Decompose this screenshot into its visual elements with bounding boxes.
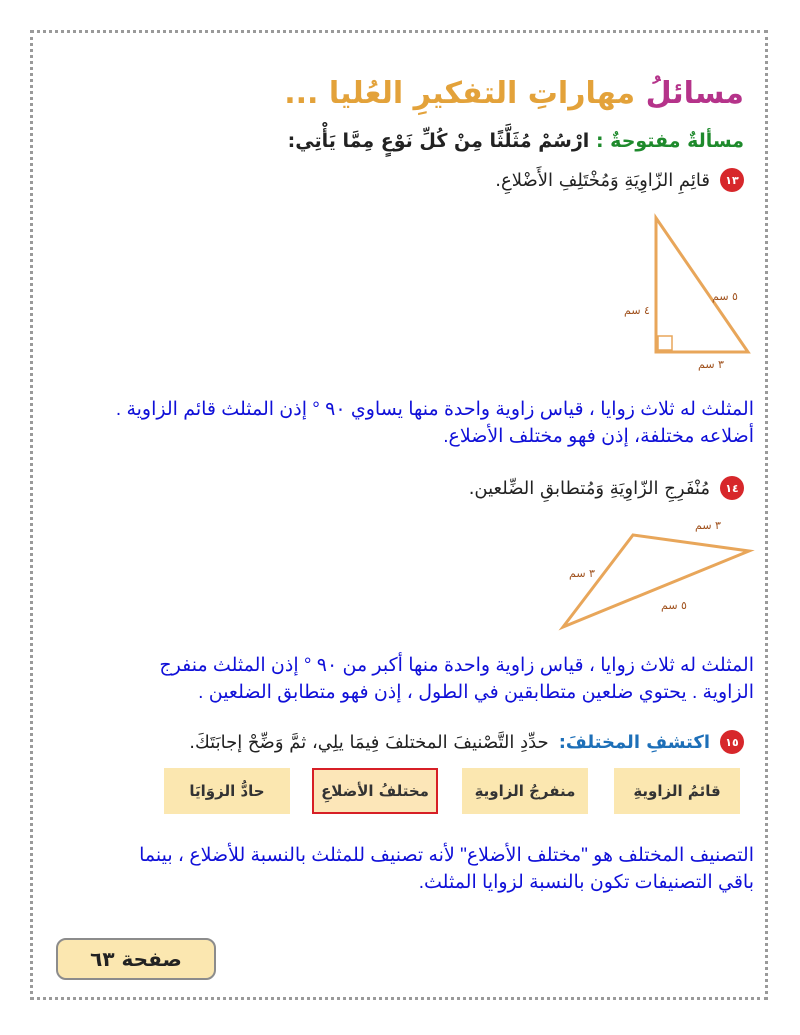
- page-number-label: صفحة ٦٣: [56, 938, 216, 980]
- question-number-badge: ١٤: [720, 476, 744, 500]
- answer-15: [44, 842, 754, 896]
- card-acute-angles: حادُّ الزوَايَا: [164, 768, 290, 814]
- side-label-hypotenuse: ٥ سم: [712, 290, 738, 303]
- right-triangle: [656, 218, 748, 352]
- answer-15-line-2: باقي التصنيفات تكون بالنسبة لزوايا المثلث.: [418, 872, 754, 893]
- question-number-badge: ١٥: [720, 730, 744, 754]
- side-label-left: ٤ سم: [624, 304, 650, 317]
- answer-13-line-2: أضلاعه مختلفة، إذن فهو مختلف الأضلاع.: [443, 426, 754, 447]
- answer-14-line-2: الزاوية . يحتوي ضلعين متطابقين في الطول ، إذن فهو متطابق الضلعين .: [198, 682, 754, 703]
- title-rest: مهاراتِ التفكيرِ العُليا ...: [284, 76, 636, 111]
- card-scalene-selected: مختلفُ الأضلاعِ: [312, 768, 438, 814]
- question-number-badge: ١٣: [720, 168, 744, 192]
- answer-14-line-1: المثلث له ثلاث زوايا ، قياس زاوية واحدة منها أكبر من ٩٠ ° إذن المثلث منفرج: [159, 655, 754, 676]
- classification-cards: [150, 768, 740, 816]
- side-label-bottom: ٥ سم: [661, 599, 687, 612]
- question-13-text: قائِمِ الزّاوِيَةِ وَمُخْتَلِفِ الأَضْلاعِ.: [495, 169, 710, 191]
- open-problem-line: [288, 130, 744, 152]
- question-15-text: حدِّدِ التَّصْنيفَ المختلفَ فِيمَا يلِي، ثمَّ وَضِّحْ إجابَتَكَ.: [189, 731, 549, 753]
- question-15: [189, 730, 744, 754]
- card-obtuse-angle: منفرجُ الزاويةِ: [462, 768, 588, 814]
- side-label-base: ٣ سم: [698, 358, 724, 371]
- right-triangle-figure: [600, 210, 760, 370]
- answer-14: [44, 652, 754, 706]
- right-angle-marker: [658, 336, 672, 350]
- obtuse-triangle-figure: [555, 515, 770, 640]
- section-title: [284, 76, 744, 111]
- question-14-text: مُنْفَرِجِ الزّاوِيَةِ وَمُتطابقِ الضِّلعين.: [468, 477, 710, 499]
- side-label-top: ٣ سم: [695, 519, 721, 532]
- obtuse-triangle: [563, 535, 749, 627]
- open-problem-label: مسألةٌ مفتوحةٌ :: [595, 130, 744, 152]
- open-problem-text: ارْسُمْ مُثَلَّثًا مِنْ كُلِّ نَوْعٍ مِمَّا يَأْتِي:: [287, 130, 590, 152]
- side-label-left: ٣ سم: [569, 567, 595, 580]
- explore-label: اكتشفِ المختلفَ:: [558, 731, 710, 753]
- card-right-angle: قائمُ الزاويةِ: [614, 768, 740, 814]
- answer-13: [44, 396, 754, 450]
- title-first-word: مسائلُ: [645, 76, 744, 111]
- answer-15-line-1: التصنيف المختلف هو "مختلف الأضلاع" لأنه تصنيف للمثلث بالنسبة للأضلاع ، بينما: [139, 845, 754, 866]
- answer-13-line-1: المثلث له ثلاث زوايا ، قياس زاوية واحدة منها يساوي ٩٠ ° إذن المثلث قائم الزاوية .: [115, 399, 754, 420]
- question-13: [495, 168, 744, 192]
- question-14: [469, 476, 744, 500]
